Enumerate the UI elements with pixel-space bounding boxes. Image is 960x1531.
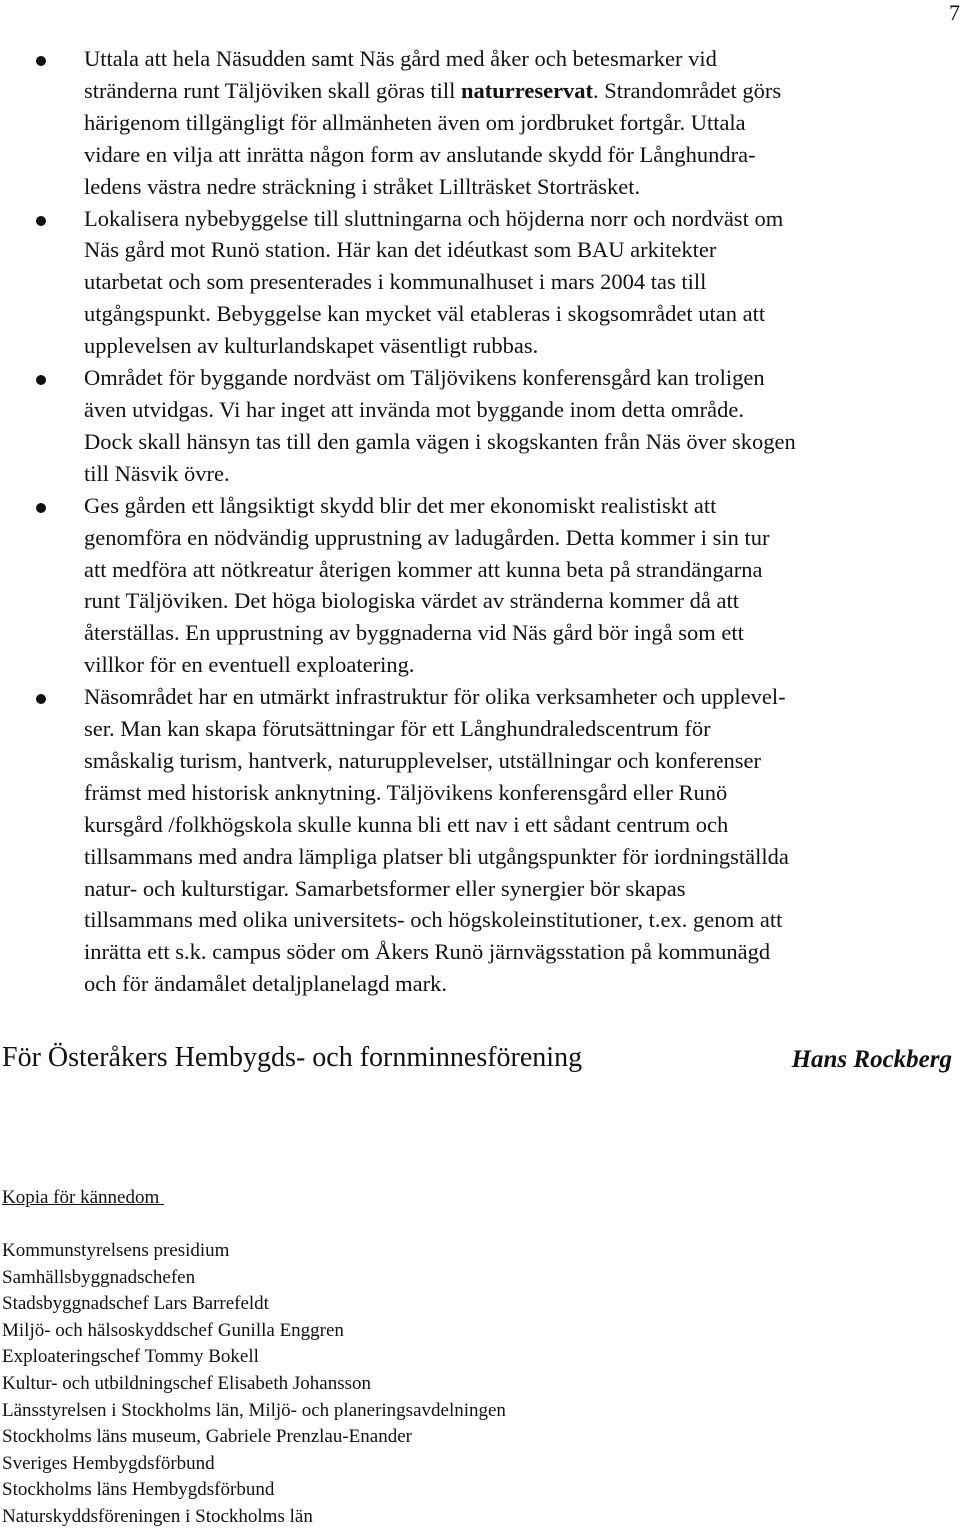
text-line: tillsammans med andra lämpliga platser bli utgångspunkter för iordningställda bbox=[84, 843, 789, 869]
text-line: Ges gården ett långsiktigt skydd blir det mer ekonomiskt realistiskt att bbox=[84, 492, 717, 518]
text-line: Näsområdet har en utmärkt infrastruktur för olika verksamheter och upplevel- bbox=[84, 684, 786, 710]
text-line: till Näsvik övre. bbox=[84, 460, 230, 486]
text-line: härigenom tillgängligt för allmänheten även om jordbruket fortgår. Uttala bbox=[84, 109, 746, 135]
text-line: även utvidgas. Vi har inget att invända mot byggande inom detta område. bbox=[84, 396, 744, 422]
text-line: inrätta ett s.k. campus söder om Åkers Runö järnvägsstation på kommunägd bbox=[84, 939, 771, 965]
text-line: tillsammans med olika universitets- och högskoleinstitutioner, t.ex. genom att bbox=[84, 907, 783, 933]
text-line: återställas. En upprustning av byggnaderna vid Näs gård bör ingå som ett bbox=[84, 620, 744, 646]
text-line: villkor för en eventuell exploatering. bbox=[84, 652, 415, 678]
bullet-list bbox=[0, 43, 960, 1000]
recipient-item: Kultur- och utbildningschef Elisabeth Johansson bbox=[2, 1372, 372, 1394]
text-line: ledens västra nedre sträckning i stråket Lillträsket Storträsket. bbox=[84, 173, 641, 199]
text-line bbox=[84, 75, 958, 107]
text-line: Uttala att hela Näsudden samt Näs gård med åker och betesmarker vid bbox=[84, 46, 717, 71]
text-line: utarbetat och som presenterades i kommunalhuset i mars 2004 tas till bbox=[84, 269, 707, 295]
organization-name: För Österåkers Hembygds- och fornminnesförening bbox=[2, 1042, 583, 1073]
text-line: Området för byggande nordväst om Täljövikens konferensgård kan troligen bbox=[84, 365, 765, 391]
bullet-item bbox=[0, 43, 960, 203]
bullet-item bbox=[0, 490, 960, 681]
text-line: kursgård /folkhögskola skulle kunna bli ett nav i ett sådant centrum och bbox=[84, 811, 729, 837]
text-line: upplevelsen av kulturlandskapet väsentligt rubbas. bbox=[84, 333, 539, 359]
text-line: vidare en vilja att inrätta någon form av anslutande skydd för Långhundra- bbox=[84, 141, 756, 167]
recipient-item: Stadsbyggnadschef Lars Barrefeldt bbox=[2, 1293, 269, 1315]
bullet-item bbox=[0, 681, 960, 1000]
recipient-item: Samhällsbyggnadschefen bbox=[2, 1266, 196, 1288]
bullet-icon bbox=[36, 503, 46, 513]
page-number: 7 bbox=[949, 0, 960, 25]
text-line: att medföra att nötkreatur återigen kommer att kunna beta på strandängarna bbox=[84, 556, 763, 582]
recipient-item: Sveriges Hembygdsförbund bbox=[2, 1452, 215, 1474]
bullet-item bbox=[0, 203, 960, 363]
text-segment: stränderna runt Täljöviken skall göras till bbox=[84, 77, 461, 103]
bold-term: naturreservat bbox=[461, 77, 594, 103]
bullet-icon bbox=[36, 694, 46, 704]
text-line: genomföra en nödvändig upprustning av ladugården. Detta kommer i sin tur bbox=[84, 524, 770, 550]
text-line: natur- och kulturstigar. Samarbetsformer eller synergier bör skapas bbox=[84, 875, 686, 901]
recipient-item: Stockholms läns Hembygdsförbund bbox=[2, 1479, 275, 1501]
recipient-item: Exploateringschef Tommy Bokell bbox=[2, 1346, 259, 1368]
text-line: utgångspunkt. Bebyggelse kan mycket väl etableras i skogsområdet utan att bbox=[84, 301, 766, 327]
text-line: runt Täljöviken. Det höga biologiska värdet av stränderna kommer då att bbox=[84, 588, 740, 614]
text-line: och för ändamålet detaljplanelagd mark. bbox=[84, 971, 447, 997]
bullet-icon bbox=[36, 375, 46, 385]
recipient-item: Länsstyrelsen i Stockholms län, Miljö- och planeringsavdelningen bbox=[2, 1399, 506, 1421]
text-line: småskalig turism, hantverk, naturupplevelser, utställningar och konferenser bbox=[84, 747, 762, 773]
copy-heading: Kopia för kännedom bbox=[2, 1187, 164, 1208]
text-line: ser. Man kan skapa förutsättningar för ett Långhundraledscentrum för bbox=[84, 716, 711, 742]
bullet-icon bbox=[36, 56, 46, 66]
recipient-list bbox=[2, 1238, 506, 1531]
bullet-icon bbox=[36, 216, 46, 226]
recipient-item: Stockholms läns museum, Gabriele Prenzlau-Enander bbox=[2, 1426, 412, 1448]
signature-block bbox=[0, 1040, 960, 1080]
bullet-item bbox=[0, 362, 960, 490]
text-line: Dock skall hänsyn tas till den gamla vägen i skogskanten från Näs över skogen bbox=[84, 428, 796, 454]
recipient-item: Kommunstyrelsens presidium bbox=[2, 1240, 230, 1261]
text-line: Lokalisera nybebyggelse till sluttningarna och höjderna norr och nordväst om bbox=[84, 205, 784, 231]
text-line: främst med historisk anknytning. Täljövikens konferensgård eller Runö bbox=[84, 779, 728, 805]
recipient-item: Miljö- och hälsoskyddschef Gunilla Enggren bbox=[2, 1319, 344, 1341]
recipient-item: Naturskyddsföreningen i Stockholms län bbox=[2, 1505, 313, 1527]
text-line: Näs gård mot Runö station. Här kan det idéutkast som BAU arkitekter bbox=[84, 237, 717, 263]
text-segment: . Strandområdet görs bbox=[593, 77, 782, 103]
signer-name: Hans Rockberg bbox=[791, 1046, 952, 1073]
